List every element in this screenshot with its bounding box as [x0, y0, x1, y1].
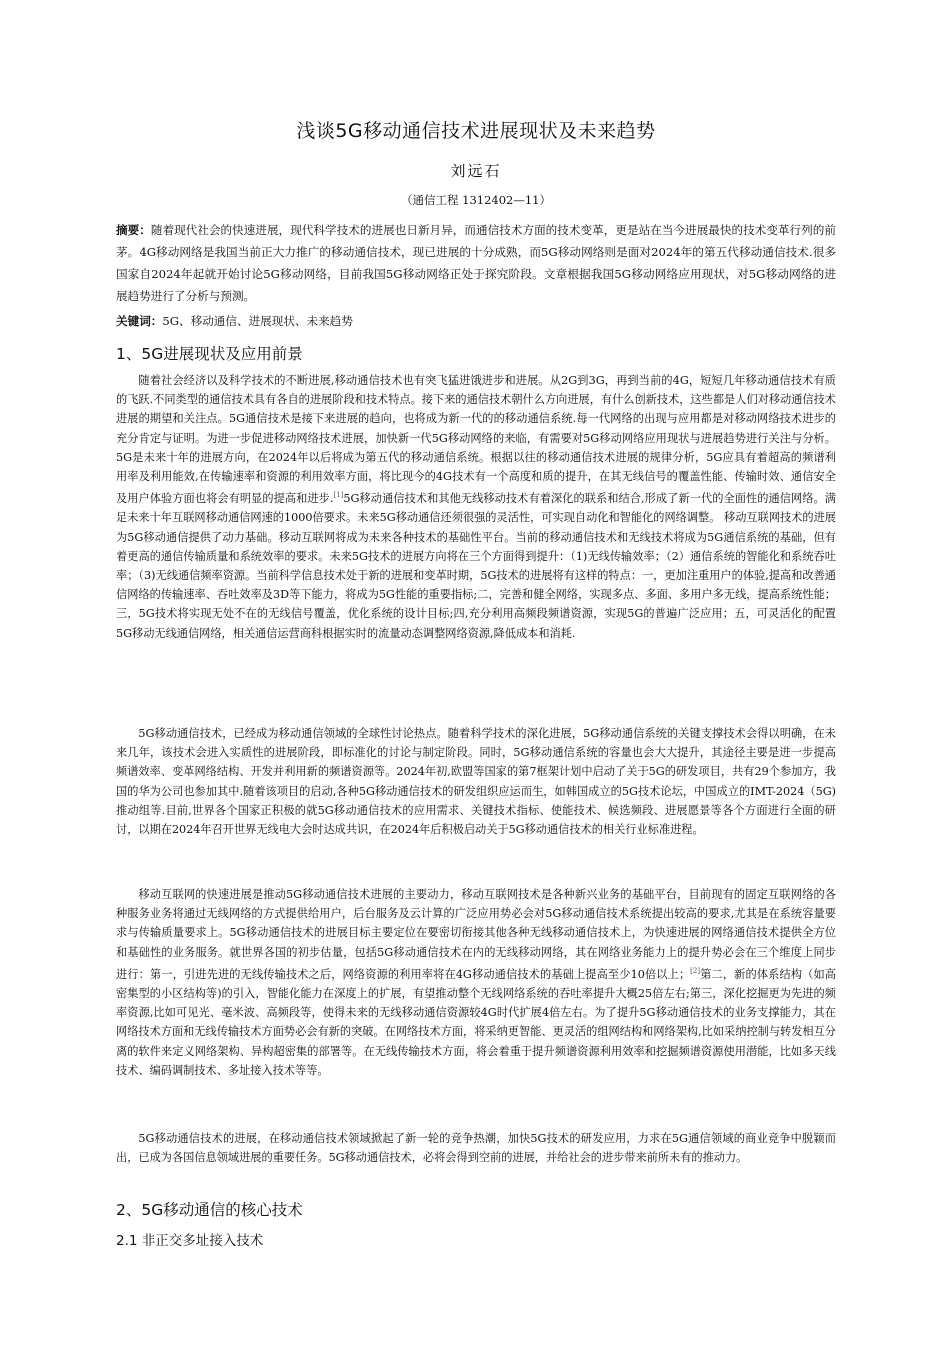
paragraph-3	[116, 885, 836, 1080]
author-name: 刘远石	[450, 162, 502, 180]
keywords-label: 关键词：	[116, 314, 163, 328]
subsection-heading-2-1: 2.1 非正交多址接入技术	[116, 1233, 264, 1249]
paragraph-1-text-a: 随着社会经济以及科学技术的不断进展,移动通信技术也有突飞猛进饿进步和进展。从2G到3G，再到当前的4G，短短几年移动通信技术有质的飞跃.不同类型的通信技术具有各自的进展阶段和技术特点。接下来的通信技术朝什么方向进展，有什么创新技术，这些都是人们对移动通信技术进展的期望和关注点。5G通信技术是接下来进展的趋向，也将成为新一代的的移动通信系统.每一代网络的出现与应用都是对移动网络技术进步的充分肯定与证明。为进一步促进移动网络技术进展，加快新一代5G移动网络的来临，有需要对5G移动网络应用现状与进展趋势进行关注与分析。5G是未来十年的进展方向，在2024年以后将成为第五代的移动通信系统。根据以往的移动通信技术进展的规律分析，5G应具有着超高的频谱利用率及利用能效,在传输速率和资源的利用效率方面，将比现今的4G技术有一个高度和质的提升，在其无线信号的覆盖性能、传输时效、通信安全及用户体验方面也将会有明显的提高和进步.	[116, 374, 836, 506]
paragraph-3-text-a: 移动互联网的快速进展是推动5G移动通信技术进展的主要动力，移动互联网技术是各种新兴业务的基础平台，目前现有的固定互联网络的各种服务业务将通过无线网络的方式提供给用户，后台服务及云计算的广泛应用势必会对5G移动通信技术系统提出较高的要求,尤其是在系统容量要求与传输质量要求上。5G移动通信技术的进展目标主要定位在要密切衔接其他各种无线移动通信技术上，为快速进展的网络通信技术提供全方位和基础性的业务服务。就世界各国的初步估量，包括5G移动通信技术在内的无线移动网络，其在网络业务能力上的提升势必会在三个维度上同步进行：第一，引进先进的无线传输技术之后，网络资源的利用率将在4G移动通信技术的基础上提高至少10倍以上；	[116, 888, 836, 981]
section-heading-2: 2、5G移动通信的核心技术	[116, 1201, 303, 1219]
abstract-text: 随着现代社会的快速进展，现代科学技术的进展也日新月异，而通信技术方面的技术变革，更是站在当今进展最快的技术变革行列的前茅。4G移动网络是我国当前正大力推广的移动通信技术，现已进展的十分成熟，而5G移动网络则是面对2024年的第五代移动通信技术.很多国家自2024年起就开始讨论5G移动网络，目前我国5G移动网络正处于探究阶段。文章根据我国5G移动网络应用现状，对5G移动网络的进展趋势进行了分析与预测。	[116, 223, 836, 303]
citation-1[interactable]: [1]	[333, 491, 344, 500]
paragraph-1	[116, 371, 836, 643]
abstract-label: 摘要：	[116, 223, 151, 237]
paper-title: 浅谈5G移动通信技术进展现状及未来趋势	[296, 120, 656, 142]
keywords	[116, 310, 836, 332]
keywords-text: 5G、移动通信、进展现状、未来趋势	[162, 314, 353, 328]
paragraph-3-text-b: 第二，新的体系结构（如高密集型的小区结构等)的引入，智能化能力在深度上的扩展，有望推动整个无线网络系统的吞吐率提升大概25倍左右;第三，深化挖掘更为先进的频率资源,比如可见光、毫米波、高频段等，使得未来的无线移动通信资源较4G时代扩展4倍左右。为了提升5G移动通信技术的业务支撑能力，其在网络技术方面和无线传输技术方面势必会有新的突破。在网络技术方面，将采纳更智能、更灵活的组网结构和网络架构,比如采纳控制与转发相互分离的软件来定义网络架构、异构超密集的部署等。在无线传输技术方面，将会着重于提升频谱资源利用效率和挖掘频谱资源使用潜能，比如多天线技术、编码调制技术、多址接入技术等等。	[116, 967, 836, 1077]
author-affiliation: （通信工程 1312402—11）	[400, 193, 551, 207]
paragraph-1-text-b: 5G移动通信技术和其他无线移动技术有着深化的联系和结合,形成了新一代的全面性的通信网络。满足未来十年互联网移动通信网速的1000倍要求。未来5G移动通信还须很强的灵活性，可实现自动化和智能化的网络调整。 移动互联网技术的进展为5G移动通信提供了动力基础。移动互联网将成为未来各种技术的基础性平台。当前的移动通信技术和无线技术将成为5G通信系统的基础，但有着更高的通信传输质量和系统效率的要求。未来5G技术的进展方向将在三个方面得到提升：（1)无线传输效率；（2）通信系统的智能化和系统吞吐率；（3)无线通信频率资源。当前科学信息技术处于新的进展和变革时期，5G技术的进展将有这样的特点：一，更加注重用户的体验,提高和改善通信网络的传输速率、吞吐效率及3D等下能力，将成为5G性能的重要指标;二，完善和健全网络，实现多点、多面、多用户多无线，提高系统性能；三，5G技术将实现无处不在的无线信号覆盖，优化系统的设计目标;四,充分利用高频段频谱资源，实现5G的普遍广泛应用；五，可灵活化的配置5G移动无线通信网络，相关通信运营商科根据实时的流量动态调整网络资源,降低成本和消耗.	[116, 492, 836, 640]
citation-2[interactable]: [2]	[690, 966, 701, 975]
section-heading-1: 1、5G进展现状及应用前景	[116, 345, 303, 363]
paragraph-4: 5G移动通信技术的进展，在移动通信技术领域掀起了新一轮的竞争热潮，加快5G技术的研发应用，力求在5G通信领域的商业竞争中脱颖而出，已成为各国信息领域进展的重要任务。5G移动通信技术，必将会得到空前的进展，并给社会的进步带来前所未有的推动力。	[116, 1132, 836, 1165]
abstract	[116, 219, 836, 307]
paragraph-2: 5G移动通信技术，已经成为移动通信领域的全球性讨论热点。随着科学技术的深化进展，5G移动通信系统的关键支撑技术会得以明确，在未来几年，该技术会进入实质性的进展阶段，即标准化的讨论与制定阶段。同时，5G移动通信系统的容量也会大大提升，其途径主要是进一步提高频谱效率、变革网络结构、开发并利用新的频谱资源等。2024年初,欧盟等国家的第7框架计划中启动了关于5G的研发项目，共有29个参加方，我国的华为公司也参加其中.随着该项目的启动,各种5G移动通信技术的研发组织应运而生，如韩国成立的5G技术论坛，中国成立的IMT-2024（5G)推动组等.目前,世界各个国家正积极的就5G移动通信技术的应用需求、关键技术指标、使能技术、候选频段、进展愿景等各个方面进行全面的研讨，以期在2024年召开世界无线电大会时达成共识，在2024年后积极启动关于5G移动通信技术的相关行业标准进程。	[116, 727, 836, 837]
